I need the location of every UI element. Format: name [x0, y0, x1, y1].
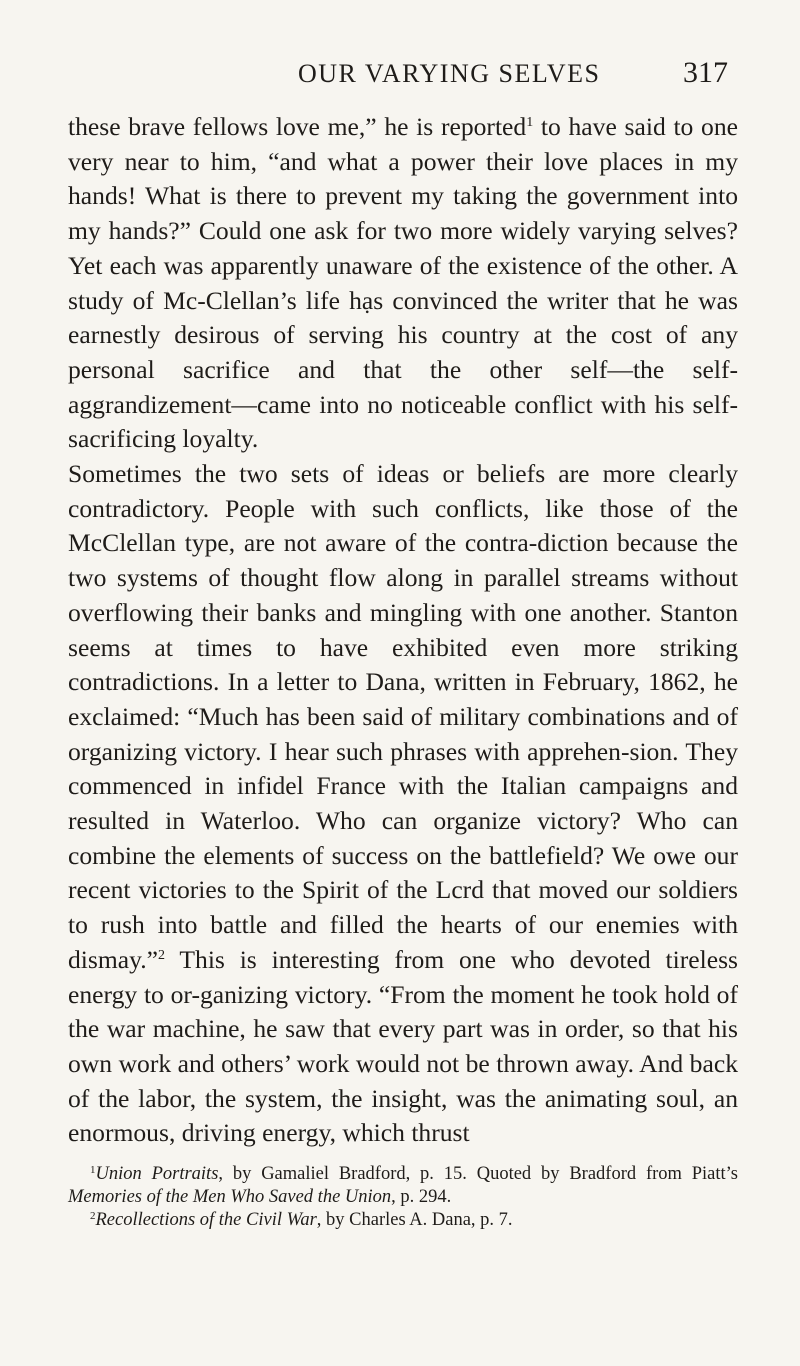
page-header [68, 56, 738, 106]
footnote-2-title: Recollections of the Civil War [95, 1210, 317, 1231]
footnote-1-title-2: Memories of the Men Who Saved the Union [68, 1187, 392, 1208]
paragraph-1-text-start: these brave fellows love me,” he is reported [68, 112, 527, 141]
footnote-marker-2: 2 [90, 1210, 96, 1223]
footnote-1-text-2: , p. 294. [391, 1187, 452, 1208]
footnote-1-title: Union Portraits [95, 1164, 219, 1185]
page-number: 317 [683, 56, 728, 89]
paragraph-1 [68, 110, 738, 457]
paragraph-2-text-end: This is interesting from one who devoted tireless energy to or-ganizing victory. “From the moment he took hold of the war machine, he saw that every part was in order, so that his own work and others’ work would not be thrown away. And back of the labor, the system, the insight, was the animating soul, an enormous, driving energy, which thrust [68, 944, 738, 1148]
footnote-1 [68, 1163, 738, 1209]
running-head: OUR VARYING SELVES [298, 59, 601, 88]
body-text [68, 110, 738, 1151]
paragraph-2 [68, 457, 738, 1151]
footnote-marker-1: 1 [90, 1164, 96, 1177]
footnote-2 [68, 1209, 738, 1232]
paragraph-1-text-end: to have said to one very near to him, “and what a power their love places in my hands! What is there to prevent my taking the government into my hands?” Could one ask for two more widely varying selves? Yet each was apparently unaware of the existence of the other. A study of Mc-Clellan’s life hạs convinced the writer that he was earnestly desirous of serving his country at the cost of any personal sacrifice and that the other self—the self-aggrandizement—came into no noticeable conflict with his self-sacrificing loyalty. [68, 112, 738, 454]
footnote-ref-2: 2 [158, 947, 166, 963]
footnotes [68, 1163, 738, 1232]
footnote-ref-1: 1 [526, 115, 534, 130]
footnote-1-text: , by Gamaliel Bradford, p. 15. Quoted by Bradford from Piatt’s [218, 1164, 738, 1185]
paragraph-2-text-start: Sometimes the two sets of ideas or beliefs are more clearly contradictory. People with such conflicts, like those of the McClellan type, are not aware of the contra-diction because the two systems of thought flow along in parallel streams without overflowing their banks and mingling with one another. Stanton seems at times to have exhibited even more striking contradictions. In a letter to Dana, written in February, 1862, he exclaimed: “Much has been said of military combinations and of organizing victory. I hear such phrases with apprehen-sion. They commenced in infidel France with the Italian campaigns and resulted in Waterloo. Who can organize victory? Who can combine the elements of success on the battlefield? We owe our recent victories to the Spirit of the Lcrd that moved our soldiers to rush into battle and filled the hearts of our enemies with dismay.” [68, 459, 738, 974]
footnote-2-text: , by Charles A. Dana, p. 7. [316, 1210, 513, 1231]
